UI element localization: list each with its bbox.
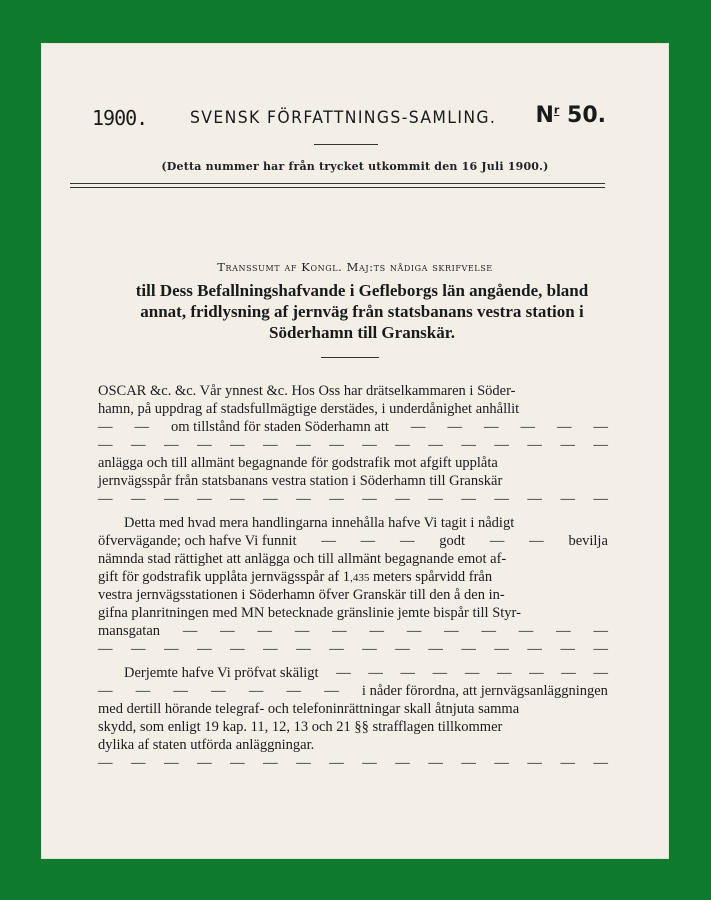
dash: — <box>494 755 509 771</box>
dash: — <box>164 437 179 453</box>
dash: — <box>131 437 146 453</box>
dash-line <box>98 640 608 658</box>
dash: — <box>296 437 311 453</box>
dash-line <box>98 436 608 454</box>
dash-line <box>98 490 608 508</box>
dash: — <box>164 755 179 771</box>
dash: — <box>197 491 212 507</box>
dash: — <box>432 665 448 681</box>
dash: — <box>197 641 212 657</box>
heading-line: annat, fridlysning af jernväg från statsbanans vestra station i <box>140 302 584 321</box>
body-text <box>98 382 608 772</box>
line-text-part: ,435 <box>350 572 370 584</box>
text-line <box>98 718 608 736</box>
dash: — <box>593 623 608 639</box>
divider-mid <box>321 357 379 358</box>
dash: — <box>593 419 608 435</box>
line-text-part: gift för godstrafik upplåta jernvägsspår af 1 <box>98 569 351 585</box>
text-line <box>98 568 608 586</box>
dash: — <box>294 623 310 639</box>
dash: — <box>220 623 235 639</box>
line-text: Detta med hvad mera handlingarna innehålla hafve Vi tagit i nådigt <box>124 515 515 531</box>
dash: — <box>428 755 443 771</box>
text-line <box>98 586 608 604</box>
line-text: nämnda stad rättighet att anlägga och till allmänt begagnande emot af- <box>98 551 507 567</box>
dash: — <box>556 623 571 639</box>
text-line <box>98 604 608 622</box>
dash: — <box>324 683 339 699</box>
dash: — <box>329 755 344 771</box>
line-text: med dertill hörande telegraf- och telefoninrättningar skall åtnjuta samma <box>98 701 520 717</box>
dash: — <box>527 437 542 453</box>
dash: — <box>461 755 476 771</box>
transsumt-line: Transsumt af Kongl. Maj:ts nådiga skrifvelse <box>217 260 493 274</box>
dash: — <box>329 641 344 657</box>
dash: — <box>230 491 245 507</box>
dash: — <box>527 755 542 771</box>
dash: — <box>134 419 150 435</box>
dash: — <box>329 437 344 453</box>
line-text: om tillstånd för staden Söderhamn att <box>171 419 389 435</box>
dash: — <box>464 665 480 681</box>
header-year: 1900. <box>92 106 148 130</box>
dash: — <box>496 665 512 681</box>
dash: — <box>263 755 278 771</box>
line-text: jernvägsspår från statsbanans vestra station i Söderhamn till Granskär <box>98 473 503 489</box>
dash: — <box>560 491 575 507</box>
dash: — <box>481 623 496 639</box>
dash: — <box>131 641 146 657</box>
dash: — <box>98 491 113 507</box>
dash: — <box>447 419 462 435</box>
dash: — <box>173 683 188 699</box>
dash: — <box>296 755 311 771</box>
dash: — <box>263 491 278 507</box>
divider-short <box>314 144 378 145</box>
dash: — <box>483 419 499 435</box>
dash: — <box>593 665 608 681</box>
dash: — <box>164 491 179 507</box>
dash: — <box>406 623 422 639</box>
issued-note: (Detta nummer har från trycket utkommit den 16 Juli 1900.) <box>161 160 549 173</box>
dash: — <box>527 491 542 507</box>
text-line-with-dashes <box>98 418 608 436</box>
dash: — <box>131 755 146 771</box>
dash: — <box>296 641 311 657</box>
line-text: mansgatan <box>98 623 161 639</box>
line-text <box>98 568 492 586</box>
dash: — <box>395 491 410 507</box>
line-text: vestra jernvägsstationen i Söderhamn öfver Granskär till den å den in- <box>98 587 505 603</box>
dash: — <box>461 641 476 657</box>
dash: — <box>230 755 245 771</box>
dash: — <box>529 533 544 549</box>
line-text: gifna planritningen med MN betecknade gränslinie jemte bispår till Styr- <box>98 605 521 621</box>
dash: — <box>362 437 377 453</box>
line-text: dylika af staten utförda anläggningar. <box>98 737 315 753</box>
text-line-with-dashes <box>98 532 608 550</box>
dash: — <box>197 437 212 453</box>
dash: — <box>529 665 544 681</box>
dash: — <box>360 533 376 549</box>
dash: — <box>560 641 575 657</box>
dash: — <box>98 683 113 699</box>
text-line <box>98 400 608 418</box>
dash: — <box>369 623 384 639</box>
dash: — <box>286 683 302 699</box>
dash: — <box>428 437 443 453</box>
dash: — <box>556 419 572 435</box>
dash: — <box>560 437 575 453</box>
dash: — <box>461 491 476 507</box>
dash: — <box>362 755 377 771</box>
dash: — <box>197 755 212 771</box>
dash: — <box>489 533 505 549</box>
document-heading <box>112 280 612 343</box>
header-nr-sup: r <box>553 103 560 117</box>
dash: — <box>332 623 347 639</box>
header <box>92 100 606 140</box>
dash: — <box>257 623 272 639</box>
text-line <box>98 454 608 472</box>
line-text: bevilja <box>568 533 608 549</box>
text-line <box>98 736 608 754</box>
text-line-with-dashes <box>98 682 608 700</box>
dash: — <box>593 437 608 453</box>
dash: — <box>263 437 278 453</box>
dash: — <box>362 641 377 657</box>
dash: — <box>561 665 576 681</box>
line-text: Derjemte hafve Vi pröfvat skäligt <box>124 665 319 681</box>
text-line <box>98 700 608 718</box>
dash: — <box>98 755 113 771</box>
line-text: anlägga och till allmänt begagnande för godstrafik mot afgift upplåta <box>98 455 498 471</box>
dash: — <box>494 491 509 507</box>
dash: — <box>410 419 426 435</box>
double-divider <box>70 183 605 188</box>
text-line-with-dashes <box>98 622 608 640</box>
dash: — <box>428 491 443 507</box>
dash: — <box>321 533 336 549</box>
dash: — <box>98 437 113 453</box>
dash: — <box>520 419 535 435</box>
text-line <box>98 382 608 400</box>
dash: — <box>527 641 542 657</box>
header-nr-prefix: N <box>535 103 554 128</box>
dash: — <box>182 623 198 639</box>
dash-line <box>98 754 608 772</box>
dash: — <box>428 641 443 657</box>
dash: — <box>368 665 383 681</box>
dash: — <box>593 491 608 507</box>
dash: — <box>461 437 476 453</box>
dash: — <box>98 419 113 435</box>
dash: — <box>230 641 245 657</box>
dash: — <box>211 683 226 699</box>
header-number <box>535 103 606 128</box>
dash: — <box>593 755 608 771</box>
dash: — <box>362 491 377 507</box>
text-line <box>98 472 608 490</box>
text-line-with-dashes <box>98 664 608 682</box>
dash: — <box>518 623 534 639</box>
dash: — <box>329 491 344 507</box>
dash: — <box>248 683 264 699</box>
line-text: i nåder förordna, att jernvägsanläggningen <box>361 683 608 699</box>
dash: — <box>593 641 608 657</box>
dash: — <box>230 437 245 453</box>
heading-line: till Dess Befallningshafvande i Gefleborgs län angående, bland <box>135 281 589 300</box>
dash: — <box>494 641 509 657</box>
dash: — <box>400 665 416 681</box>
heading-line: Söderhamn till Granskär. <box>269 323 455 342</box>
dash: — <box>444 623 459 639</box>
dash: — <box>336 665 351 681</box>
header-title: SVENSK FÖRFATTNINGS-SAMLING. <box>190 108 497 128</box>
line-text-part: meters spårvidd från <box>369 569 493 585</box>
text-line <box>98 514 608 532</box>
dash: — <box>560 755 575 771</box>
dash: — <box>131 491 146 507</box>
dash: — <box>395 641 410 657</box>
dash: — <box>98 641 113 657</box>
text-line <box>98 550 608 568</box>
header-nr-value: 50. <box>567 103 606 128</box>
dash: — <box>494 437 509 453</box>
dash: — <box>395 755 410 771</box>
dash: — <box>399 533 415 549</box>
dash: — <box>164 641 179 657</box>
dash: — <box>296 491 311 507</box>
dash: — <box>263 641 278 657</box>
dash: — <box>135 683 151 699</box>
dash: — <box>395 437 410 453</box>
line-text: öfvervägande; och hafve Vi funnit <box>98 533 297 549</box>
line-text: skydd, som enligt 19 kap. 11, 12, 13 och 21 §§ strafflagen tillkommer <box>98 719 503 735</box>
line-text: hamn, på uppdrag af stadsfullmägtige derstädes, i underdånighet anhållit <box>98 401 520 417</box>
line-text: godt <box>439 533 466 549</box>
document-page <box>42 44 668 858</box>
line-text: OSCAR &c. &c. Vår ynnest &c. Hos Oss har drätselkammaren i Söder- <box>98 383 516 399</box>
